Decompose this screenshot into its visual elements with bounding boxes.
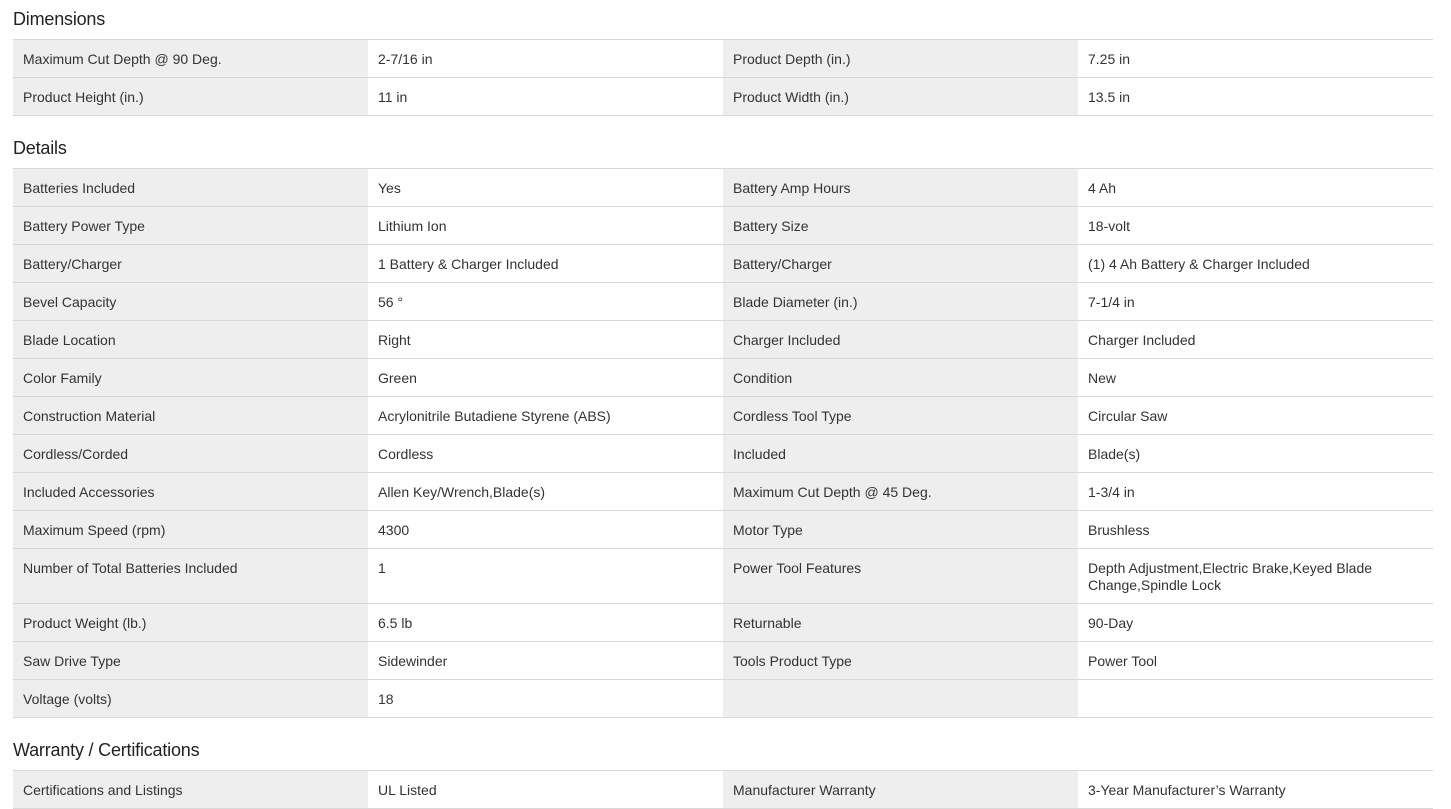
spec-row [13,40,1433,78]
spec-label: Product Width (in.) [723,78,1078,115]
spec-value: Charger Included [1078,321,1433,358]
spec-row [13,435,1433,473]
spec-value: 3-Year Manufacturer’s Warranty [1078,771,1433,808]
spec-label: Cordless Tool Type [723,397,1078,434]
spec-label: Certifications and Listings [13,771,368,808]
section-title-warranty-certifications: Warranty / Certifications [13,740,200,760]
spec-row [13,245,1433,283]
spec-value: Acrylonitrile Butadiene Styrene (ABS) [368,397,723,434]
spec-value: 18 [368,680,723,717]
spec-value: Allen Key/Wrench,Blade(s) [368,473,723,510]
spec-label: Bevel Capacity [13,283,368,320]
spec-label: Blade Diameter (in.) [723,283,1078,320]
spec-value: Circular Saw [1078,397,1433,434]
spec-label: Included Accessories [13,473,368,510]
spec-value: 1 [368,549,723,603]
section-title-dimensions: Dimensions [13,9,106,29]
spec-label: Maximum Cut Depth @ 90 Deg. [13,40,368,77]
spec-value: 4300 [368,511,723,548]
spec-value: 11 in [368,78,723,115]
spec-row [13,680,1433,718]
spec-value: 2-7/16 in [368,40,723,77]
spec-row [13,359,1433,397]
spec-value: Green [368,359,723,396]
spec-label: Manufacturer Warranty [723,771,1078,808]
spec-value: New [1078,359,1433,396]
spec-row [13,207,1433,245]
spec-value: Right [368,321,723,358]
spec-label: Number of Total Batteries Included [13,549,368,603]
spec-value: 56 ° [368,283,723,320]
spec-label: Motor Type [723,511,1078,548]
spec-value: (1) 4 Ah Battery & Charger Included [1078,245,1433,282]
spec-value: 90-Day [1078,604,1433,641]
spec-value: Lithium Ion [368,207,723,244]
spec-value: 7.25 in [1078,40,1433,77]
spec-label: Maximum Speed (rpm) [13,511,368,548]
section-title-details: Details [13,138,67,158]
spec-value: Power Tool [1078,642,1433,679]
spec-row [13,511,1433,549]
spec-row [13,321,1433,359]
spec-value: Depth Adjustment,Electric Brake,Keyed Blade Change,Spindle Lock [1078,549,1433,603]
spec-label: Batteries Included [13,169,368,206]
spec-label: Saw Drive Type [13,642,368,679]
warranty-spec-table [13,770,1433,809]
spec-row [13,549,1433,604]
spec-label: Blade Location [13,321,368,358]
spec-label: Battery Power Type [13,207,368,244]
spec-value: 4 Ah [1078,169,1433,206]
details-spec-table [13,168,1433,718]
spec-value: UL Listed [368,771,723,808]
spec-value: Yes [368,169,723,206]
spec-label: Construction Material [13,397,368,434]
spec-row [13,771,1433,809]
spec-row [13,397,1433,435]
spec-value: 1 Battery & Charger Included [368,245,723,282]
spec-value: 18-volt [1078,207,1433,244]
spec-row [13,604,1433,642]
spec-label: Product Weight (lb.) [13,604,368,641]
spec-label: Included [723,435,1078,472]
spec-value [1078,680,1433,717]
spec-label [723,680,1078,717]
spec-row [13,78,1433,116]
spec-label: Voltage (volts) [13,680,368,717]
spec-label: Product Height (in.) [13,78,368,115]
spec-value: Cordless [368,435,723,472]
spec-row [13,169,1433,207]
spec-row [13,283,1433,321]
spec-value: Brushless [1078,511,1433,548]
spec-label: Product Depth (in.) [723,40,1078,77]
spec-row [13,642,1433,680]
spec-label: Color Family [13,359,368,396]
spec-value: 13.5 in [1078,78,1433,115]
spec-value: 6.5 lb [368,604,723,641]
spec-value: 7-1/4 in [1078,283,1433,320]
spec-value: 1-3/4 in [1078,473,1433,510]
spec-label: Battery/Charger [13,245,368,282]
dimensions-spec-table [13,39,1433,116]
spec-label: Battery Size [723,207,1078,244]
spec-label: Maximum Cut Depth @ 45 Deg. [723,473,1078,510]
spec-label: Returnable [723,604,1078,641]
spec-label: Battery/Charger [723,245,1078,282]
spec-label: Charger Included [723,321,1078,358]
spec-value: Sidewinder [368,642,723,679]
spec-label: Power Tool Features [723,549,1078,603]
spec-row [13,473,1433,511]
spec-label: Battery Amp Hours [723,169,1078,206]
spec-label: Cordless/Corded [13,435,368,472]
spec-label: Condition [723,359,1078,396]
spec-value: Blade(s) [1078,435,1433,472]
spec-label: Tools Product Type [723,642,1078,679]
